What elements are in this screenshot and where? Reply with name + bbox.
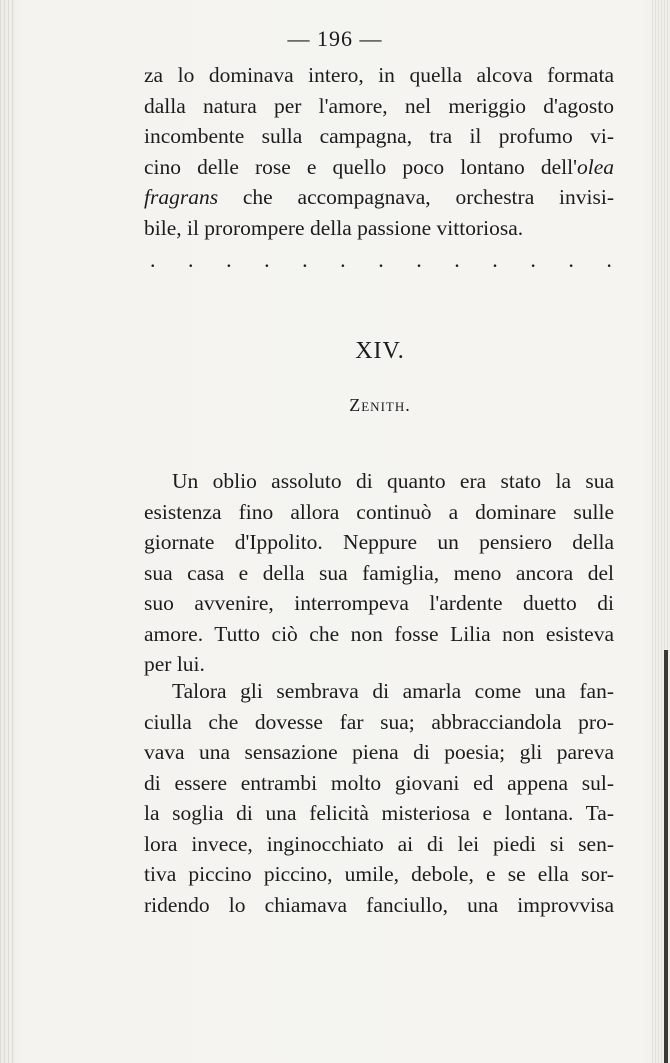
edge-shadow [664,650,668,1063]
dot: . [568,247,574,272]
text-line: esistenza fino allora continuò a dominare sulle [144,499,614,524]
dot: . [226,247,232,272]
dot: . [188,247,194,272]
text-line: la soglia di una felicità misteriosa e lontana. Ta- [144,801,614,825]
dot: . [606,247,612,272]
text-line: bile, il prorompere della passione vittoriosa. [144,215,524,240]
text-line: cino delle rose e quello poco lontano dell'olea [144,154,614,179]
text-line: tiva piccino piccino, umile, debole, e se ella sor- [144,862,614,886]
page-spine-shadow [0,0,14,1063]
text-line: vava una sensazione piena di poesia; gli pareva [144,740,614,764]
paragraph-1 [144,466,614,680]
text-line: giornate d'Ippolito. Neppure un pensiero della [144,530,614,554]
text-line: ciulla che dovesse far sua; abbracciandola pro- [144,709,614,734]
text-line: za lo dominava intero, in quella alcova formata [144,63,614,87]
dot: . [264,247,270,272]
text-line: Talora gli sembrava di amarla come una fan- [172,679,614,703]
text-line: lora invece, inginocchiato ai di lei piedi si sen- [144,831,614,856]
chapter-number: XIV. [355,338,405,364]
top-paragraph [144,60,614,243]
italic-term: olea [576,154,614,179]
text-line: amore. Tutto ciò che non fosse Lilia non esisteva [144,621,614,646]
text-line: ridendo lo chiamava fanciullo, una improvvisa [144,892,614,917]
text-line: suo avvenire, interrompeva l'ardente duetto di [144,591,614,615]
dot: . [150,247,156,272]
text-line: incombente sulla campagna, tra il profumo vi- [144,124,614,148]
dot: . [530,247,536,272]
ellipsis-separator [150,247,612,273]
dot: . [454,247,460,272]
text-line: Un oblio assoluto di quanto era stato la sua [172,469,614,493]
text-line: di essere entrambi molto giovani ed appena sul- [144,770,614,795]
text-line: per lui. [144,652,205,676]
text-line: dalla natura per l'amore, nel meriggio d'agosto [144,93,614,118]
dot: . [492,247,498,272]
page-right-edge [652,0,670,1063]
dot: . [378,247,384,272]
italic-term: fragrans [144,185,219,209]
paragraph-2 [144,676,614,920]
chapter-title: Zenith. [349,395,411,415]
dot: . [340,247,346,272]
dot: . [416,247,422,272]
page-number: — 196 — [287,26,383,51]
text-line: sua casa e della sua famiglia, meno ancora del [144,560,614,585]
dot: . [302,247,308,272]
text-line: fragrans che accompagnava, orchestra invisi- [144,185,614,209]
